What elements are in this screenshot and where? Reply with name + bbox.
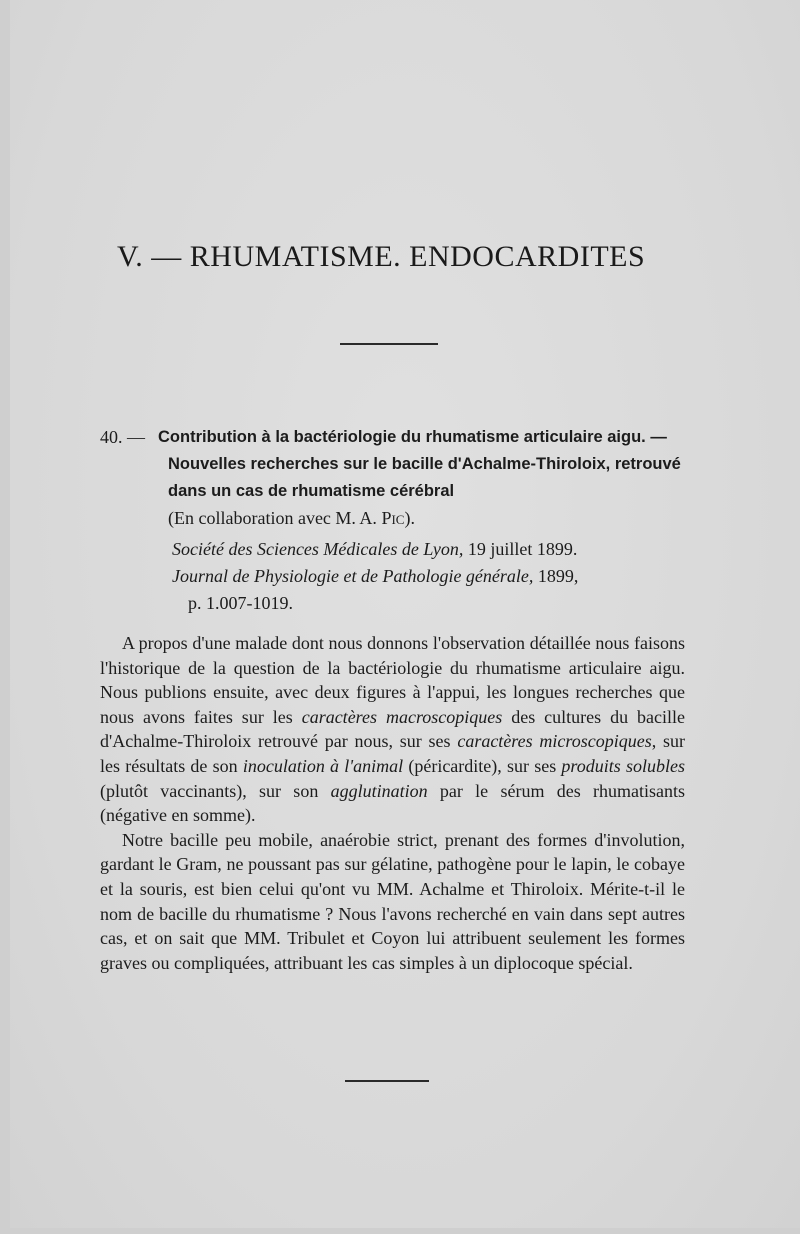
collaboration-note [168, 505, 685, 532]
p1-italic-inoculation: inoculation à l'animal [242, 755, 404, 776]
collab-prefix: (En collaboration avec M. A. [168, 508, 382, 528]
p1-text-c: , sur les résultats de son [100, 731, 686, 776]
p1-italic-agglutination: agglutination [330, 780, 428, 801]
p1-italic-microscopic: caractères microscopiques [457, 731, 652, 752]
p1-text-e: (plutôt vaccinants), sur son [100, 780, 331, 801]
p1-text-a: A propos d'une malade dont nous donnons l'observation détaillée nous faisons l'historique de la question de la bactériologie du rhumatisme articulaire aigu. Nous publions ensuite, avec deux figures à l'appui, les longues recherches que nous avons faites sur les [100, 633, 685, 727]
reference-1 [172, 536, 686, 563]
reference-2-journal: Journal de Physiologie et de Pathologie générale, [172, 566, 534, 586]
chapter-title: V. — RHUMATISME. ENDOCARDITES [117, 240, 646, 273]
entry-title: Contribution à la bactériologie du rhumatisme articulaire aigu. — Nouvelles recherches sur le bacille d'Achalme-Thiroloix, retrouvé dans un cas de rhumatisme cérébral [158, 428, 681, 500]
bibliography-entry [100, 424, 685, 532]
p1-text-b: des cultures du bacille d'Achalme-Thiroloix retrouvé par nous, sur ses [100, 706, 686, 752]
reference-1-journal: Société des Sciences Médicales de Lyon, [172, 539, 464, 559]
entry-number: 40. — [100, 427, 145, 447]
divider-rule-bottom [345, 1080, 429, 1082]
collab-suffix: ). [404, 508, 415, 528]
reference-2-year: 1899, [533, 566, 579, 586]
p1-italic-soluble-products: produits solubles [561, 755, 685, 776]
divider-rule-top [340, 343, 438, 345]
paragraph-2: Notre bacille peu mobile, anaérobie strict, prenant des formes d'involution, gardant le Gram, ne poussant pas sur gélatine, pathogène pour le lapin, le cobaye et la souris, est bien celui qu'ont vu MM. Achalme et Thiroloix. Mérite-t-il le nom de bacille du rhumatisme ? Nous l'avons recherché en vain dans sept autres cas, et on sait que MM. Tribulet et Coyon lui attribuent seulement les formes graves ou compliquées, attribuant les cas simples à un diplocoque spécial. [100, 829, 685, 973]
reference-2-pages: p. 1.007-1019. [188, 593, 293, 613]
p1-text-f: par le sérum des rhumatisants (négative en somme). [100, 780, 685, 826]
reference-2 [172, 563, 686, 590]
p1-italic-macroscopic: caractères macroscopiques [301, 706, 503, 727]
publication-references [172, 536, 686, 617]
document-page [10, 0, 800, 1228]
summary-text [100, 631, 685, 975]
reference-1-date: 19 juillet 1899. [463, 539, 578, 559]
paragraph-1 [100, 631, 685, 828]
p1-text-d: (péricardite), sur ses [403, 755, 562, 776]
collaborator-name: Pic [381, 508, 405, 528]
